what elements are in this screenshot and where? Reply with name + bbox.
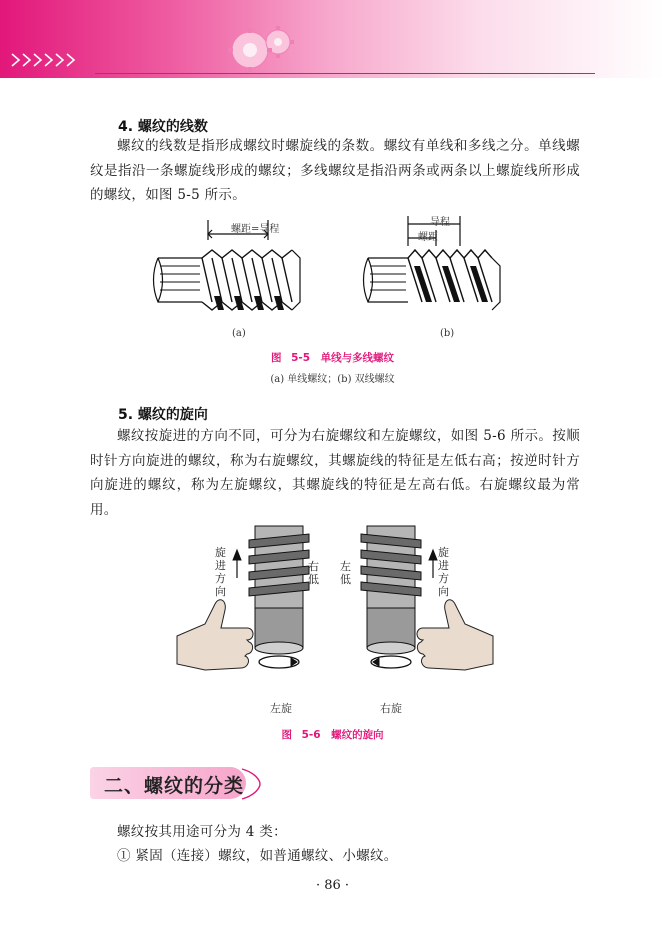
up-arrow-left-icon <box>233 550 241 578</box>
figure-5-5-single-double-thread <box>150 210 530 340</box>
label-right-hand: 右旋 <box>380 702 402 715</box>
section-heading-text: 二、螺纹的分类 <box>104 775 245 797</box>
paragraph-thread-direction: 螺纹按旋进的方向不同，可分为右旋螺纹和左旋螺纹，如图 5-6 所示。按顺时针方向旋进的螺纹，称为右旋螺纹，其螺旋线的特征是左低右高；按逆时针方向旋进的螺纹，称为左旋螺纹，其螺旋线的特征是左高右低。右旋螺纹最为常用。 <box>90 428 580 518</box>
left-thumb-hand-icon <box>177 600 253 670</box>
section-heading-thread-classification <box>90 767 260 801</box>
heading-thread-count: 4. 螺纹的线数 <box>118 119 208 135</box>
left-hand-screw <box>249 526 309 668</box>
right-hand-screw <box>361 526 421 668</box>
up-arrow-right-icon <box>429 550 437 578</box>
label-lead: 导程 <box>430 217 450 228</box>
right-thumb-hand-icon <box>417 600 493 670</box>
page-number: · 86 · <box>315 878 350 893</box>
page-header-band <box>0 0 665 78</box>
label-pitch: 螺距 <box>418 232 438 243</box>
label-sub-b: (b) <box>440 328 455 339</box>
paragraph-thread-count: 螺纹的线数是指形成螺纹时螺旋线的条数。螺纹有单线和多线之分。单线螺纹是指沿一条螺旋线形成的螺纹；多线螺纹是指沿两条或两条以上螺旋线所形成的螺纹，如图 5-5 所示。 <box>90 138 580 203</box>
label-pitch-equals-lead: 螺距=导程 <box>231 224 280 235</box>
chevron-row-icon <box>10 52 90 68</box>
classification-item-1: ① 紧固（连接）螺纹，如普通螺纹、小螺纹。 <box>117 848 398 864</box>
label-right-low: 右低 <box>308 560 319 586</box>
classification-intro: 螺纹按其用途可分为 4 类： <box>117 824 287 840</box>
figure-5-6-caption: 图 5-6 螺纹的旋向 <box>281 729 384 741</box>
figure-5-5-caption: 图 5-5 单线与多线螺纹 <box>270 352 395 364</box>
label-sub-a: (a) <box>232 328 246 339</box>
gears-decoration-icon <box>222 20 302 78</box>
label-left-direction: 旋进方向 <box>215 546 226 598</box>
label-left-hand: 左旋 <box>270 702 292 715</box>
label-right-direction: 旋进方向 <box>438 546 449 598</box>
label-left-low: 左低 <box>340 560 351 586</box>
header-rule <box>95 73 595 74</box>
heading-thread-direction: 5. 螺纹的旋向 <box>118 407 208 423</box>
figure-5-5-subcaption: (a) 单线螺纹；(b) 双线螺纹 <box>270 374 395 385</box>
